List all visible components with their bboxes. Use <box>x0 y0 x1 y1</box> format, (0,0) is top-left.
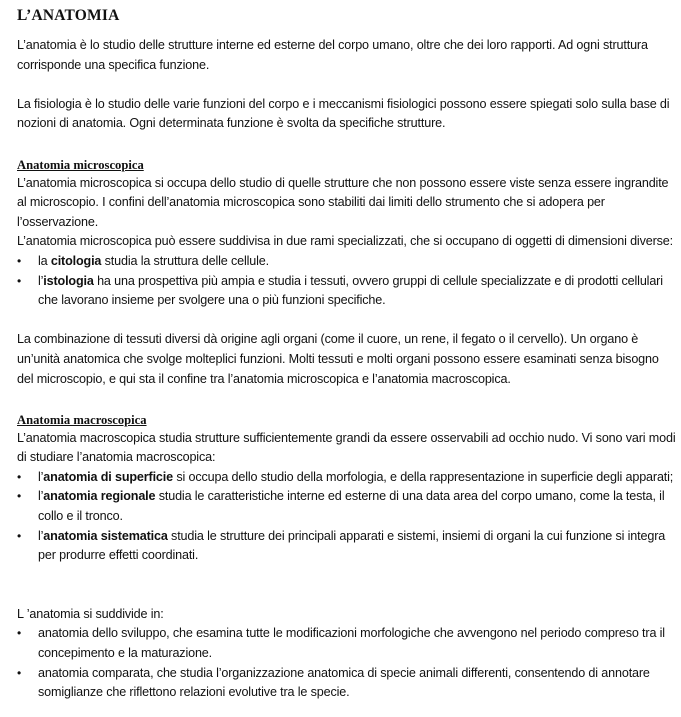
page-title: L’ANATOMIA <box>17 7 120 24</box>
item-text: studia le caratteristiche interne ed esterne di una data area del corpo umano, come la testa, il collo e il tronco. <box>38 489 665 524</box>
spacer <box>17 389 677 409</box>
item-term: anatomia sistematica <box>43 528 168 543</box>
item-prefix: l’ <box>38 528 44 543</box>
item-prefix: l’ <box>38 273 44 288</box>
list-item <box>17 664 677 703</box>
suddivisione-list <box>17 624 677 702</box>
item-prefix: la <box>38 253 51 268</box>
list-item <box>17 252 677 272</box>
microscopica-list <box>17 252 677 311</box>
item-term: istologia <box>43 273 94 288</box>
item-text: anatomia comparata, che studia l’organizzazione anatomica di specie animali differenti, consentendo di annotare somiglianze che riflettono relazioni evolutive tra le specie. <box>38 665 650 700</box>
item-term: citologia <box>50 253 102 268</box>
microscopica-paragraph-3: La combinazione di tessuti diversi dà origine agli organi (come il cuore, un rene, il fegato o il cervello). Un organo è un’unità anatomica che svolge molteplici funzioni. Molti tessuti e molti organi possono essere esaminati senza bisogno del microscopio, e qui sta il confine tra l’anatomia microscopica e l’anatomia macroscopica. <box>17 332 659 386</box>
item-text: si occupa dello studio della morfologia, e della rappresentazione in superficie degli apparati; <box>172 469 674 484</box>
bullet-icon: • <box>17 626 22 641</box>
item-term: anatomia regionale <box>43 489 156 504</box>
suddivisione-intro: L ’anatomia si suddivide in: <box>17 606 164 621</box>
intro-paragraph-2: La fisiologia è lo studio delle varie funzioni del corpo e i meccanismi fisiologici possono essere spiegati solo sulla base di nozioni di anatomia. Ogni determinata funzione è svolta da specifiche strutture. <box>17 96 670 131</box>
spacer <box>17 75 677 95</box>
item-text: ha una prospettiva più ampia e studia i tessuti, ovvero gruppi di cellule specializzate e di prodotti cellulari che lavorano insieme per svolgere una o più funzioni specifiche. <box>38 273 663 308</box>
item-text: studia le strutture dei principali apparati e sistemi, insiemi di organi la cui funzione si integra per produrre effetti coordinati. <box>38 528 666 563</box>
list-item <box>17 624 677 663</box>
microscopica-paragraph-1: L’anatomia microscopica si occupa dello studio di quelle strutture che non possono essere viste senza essere ingrandite al microscopio. I confini dell’anatomia microscopica sono stabiliti dai limiti dello strumento che si adopera per l’osservazione. <box>17 175 669 229</box>
bullet-icon: • <box>17 273 22 288</box>
bullet-icon: • <box>17 253 22 268</box>
list-item <box>17 272 677 311</box>
spacer <box>17 134 677 154</box>
macroscopica-paragraph-1: L’anatomia macroscopica studia strutture sufficientemente grandi da essere osservabili ad occhio nudo. Vi sono vari modi di studiare l’anatomia macroscopica: <box>17 430 676 465</box>
item-prefix: l’ <box>38 489 44 504</box>
bullet-icon: • <box>17 665 22 680</box>
item-prefix: l’ <box>38 469 44 484</box>
macroscopica-list <box>17 468 677 566</box>
list-item <box>17 468 677 488</box>
microscopica-paragraph-2: L’anatomia microscopica può essere suddivisa in due rami specializzati, che si occupano di oggetti di dimensioni diverse: <box>17 234 673 249</box>
section-heading-macroscopica: Anatomia macroscopica <box>17 412 147 427</box>
item-text: studia la struttura delle cellule. <box>101 253 269 268</box>
item-text: anatomia dello sviluppo, che esamina tutte le modificazioni morfologiche che avvengono nel periodo compreso tra il concepimento e la maturazione. <box>38 626 665 661</box>
spacer <box>17 311 677 331</box>
section-heading-microscopica: Anatomia microscopica <box>17 157 144 172</box>
document-page <box>17 6 677 703</box>
item-term: anatomia di superficie <box>43 469 173 484</box>
spacer <box>17 566 677 605</box>
list-item <box>17 487 677 526</box>
bullet-icon: • <box>17 489 22 504</box>
intro-paragraph-1: L’anatomia è lo studio delle strutture interne ed esterne del corpo umano, oltre che dei loro rapporti. Ad ogni struttura corrisponde una specifica funzione. <box>17 38 648 72</box>
bullet-icon: • <box>17 469 22 484</box>
bullet-icon: • <box>17 528 22 543</box>
list-item <box>17 527 677 566</box>
